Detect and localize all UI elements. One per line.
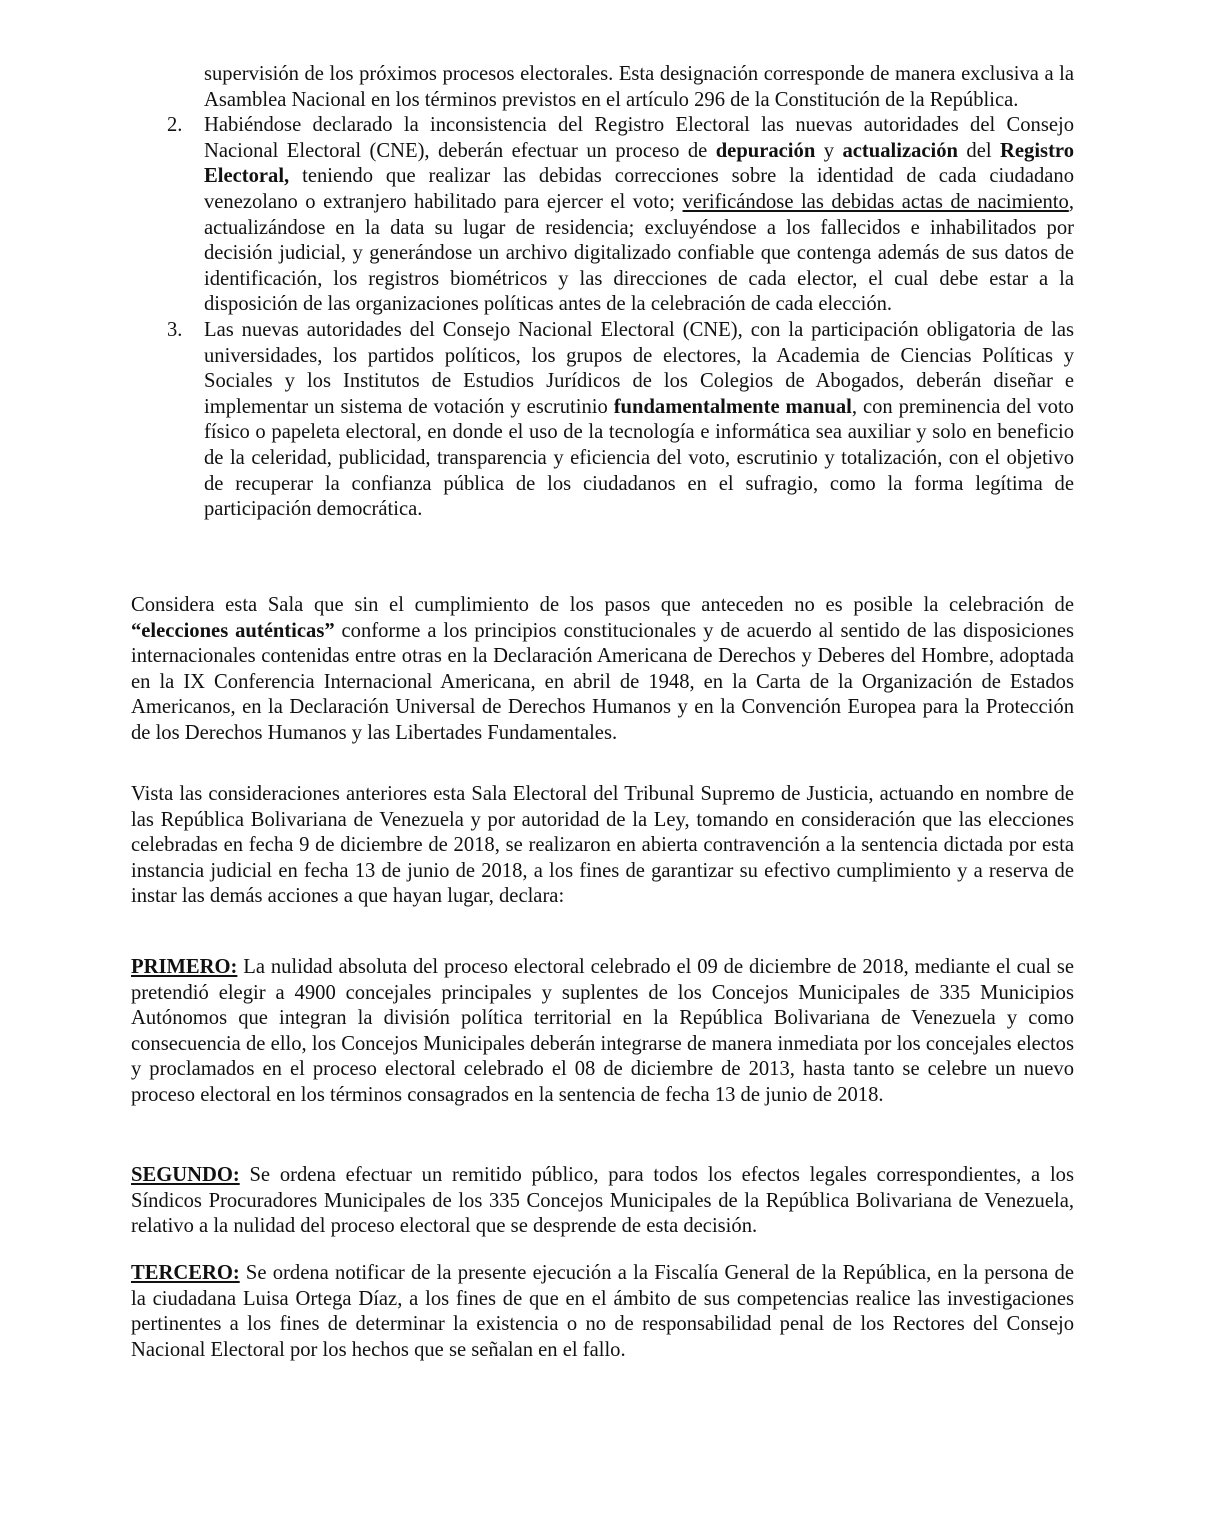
- list-item-3-number: 3.: [167, 318, 183, 341]
- paragraph-tercero: [131, 1261, 1074, 1363]
- list-item-2-bold-actualizacion: actualización: [842, 139, 958, 162]
- list-item-2-text-part: Habiéndose declarado la inconsistencia del Registro Electoral las nuevas autoridades del Consejo Nacional Electoral (CNE), deberán efectuar un proceso de: [204, 114, 1074, 162]
- list-item-2: [160, 113, 1074, 318]
- list-item-3-text: [204, 318, 1074, 523]
- list-item-2-bold-registro: Registro Electoral,: [204, 139, 1074, 188]
- paragraph-vista: Vista las consideraciones anteriores esta Sala Electoral del Tribunal Supremo de Justicia, actuando en nombre de las República Bolivariana de Venezuela y por autoridad de la Ley, tomando en consideración que las elecciones celebradas en fecha 9 de diciembre de 2018, se realizaron en abierta contravención a la sentencia dictada por esta instancia judicial en fecha 13 de junio de 2018, a los fines de garantizar su efectivo cumplimiento y a reserva de instar las demás acciones a que hayan lugar, declara:: [131, 783, 1074, 908]
- considera-text-part: conforme a los principios constitucionales y de acuerdo al sentido de las disposiciones internacionales contenidas entre otras en la Declaración Americana de Derechos y Deberes del Hombre, adoptada en la IX Conferencia Internacional Americana, en abril de 1948, en la Carta de la Organización de Estados Americanos, en la Declaración Universal de Derechos Humanos y en la Convención Europea para la Protección de los Derechos Humanos y las Libertades Fundamentales.: [131, 619, 1074, 744]
- list-item-2-text: [204, 113, 1074, 318]
- paragraph-segundo: [131, 1163, 1074, 1240]
- paragraph-primero: [131, 955, 1074, 1109]
- list-item-3-bold-manual: fundamentalmente manual: [613, 395, 852, 418]
- list-item-2-text-part: , actualizándose en la data su lugar de residencia; excluyéndose a los fallecidos e inhabilitados por decisión judicial, y generándose un archivo digitalizado confiable que contenga además de sus datos de identificación, los registros biométricos y las direcciones de cada elector, el cual debe estar a la disposición de las organizaciones políticas antes de la celebración de cada elección.: [204, 190, 1074, 316]
- paragraph-considera: [131, 593, 1074, 747]
- segundo-text: Se ordena efectuar un remitido público, para todos los efectos legales correspondientes, a los Síndicos Procuradores Municipales de los 335 Concejos Municipales de la República Bolivariana de Venezuela, relativo a la nulidad del proceso electoral que se desprende de esta decisión.: [131, 1164, 1074, 1238]
- list-item-2-bold-depuracion: depuración: [715, 139, 816, 162]
- list-item-2-text-part: teniendo que realizar las debidas correcciones sobre la identidad de cada ciudadano venezolano o extranjero habilitado para ejercer el voto;: [204, 165, 1074, 213]
- tercero-text: Se ordena notificar de la presente ejecución a la Fiscalía General de la República, en la persona de la ciudadana Luisa Ortega Díaz, a los fines de que en el ámbito de sus competencias realice las investigaciones pertinentes a los fines de determinar la existencia o no de responsabilidad penal de los Rectores del Consejo Nacional Electoral por los hechos que se señalan en el fallo.: [131, 1262, 1074, 1361]
- list-item-3-text-part: , con preminencia del voto físico o papeleta electoral, en donde el uso de la tecnología e informática sea auxiliar y solo en beneficio de la celeridad, publicidad, transparencia y eficiencia del voto, escrutinio y totalización, con el objetivo de recuperar la confianza pública de los ciudadanos en el sufragio, como la forma legítima de participación democrática.: [204, 395, 1074, 521]
- tercero-label: TERCERO:: [131, 1262, 240, 1284]
- numbered-list: [160, 62, 1074, 523]
- list-item-2-text-part: y: [815, 139, 843, 162]
- considera-text-part: Considera esta Sala que sin el cumplimiento de los pasos que anteceden no es posible la celebración de: [131, 594, 1074, 616]
- segundo-label: SEGUNDO:: [131, 1164, 240, 1186]
- list-item-2-number: 2.: [167, 114, 183, 137]
- list-item-1-text: supervisión de los próximos procesos electorales. Esta designación corresponde de manera exclusiva a la Asamblea Nacional en los términos previstos en el artículo 296 de la Constitución de la República.: [204, 63, 1074, 111]
- list-item-2-text-part: del: [958, 139, 1001, 162]
- list-item-3: [160, 318, 1074, 523]
- primero-label: PRIMERO:: [131, 956, 238, 978]
- list-item-3-text-part: Las nuevas autoridades del Consejo Nacional Electoral (CNE), con la participación obligatoria de las universidades, los partidos políticos, los grupos de electores, la Academia de Ciencias Políticas y Sociales y los Institutos de Estudios Jurídicos de los Colegios de Abogados, deberán diseñar e implementar un sistema de votación y escrutinio: [204, 318, 1074, 418]
- considera-bold-elecciones: “elecciones auténticas”: [131, 619, 335, 642]
- list-item-1-continuation: [160, 62, 1074, 113]
- primero-text: La nulidad absoluta del proceso electoral celebrado el 09 de diciembre de 2018, mediante el cual se pretendió elegir a 4900 concejales principales y suplentes de los Concejos Municipales de 335 Municipios Autónomos que integran la división política territorial en la República Bolivariana de Venezuela y como consecuencia de ello, los Concejos Municipales deberán integrarse de manera inmediata por los concejales electos y proclamados en el proceso electoral celebrado el 08 de diciembre de 2013, hasta tanto se celebre un nuevo proceso electoral en los términos consagrados en la sentencia de fecha 13 de junio de 2018.: [131, 956, 1074, 1106]
- list-item-2-underlined-actas: verificándose las debidas actas de nacimiento: [682, 190, 1069, 213]
